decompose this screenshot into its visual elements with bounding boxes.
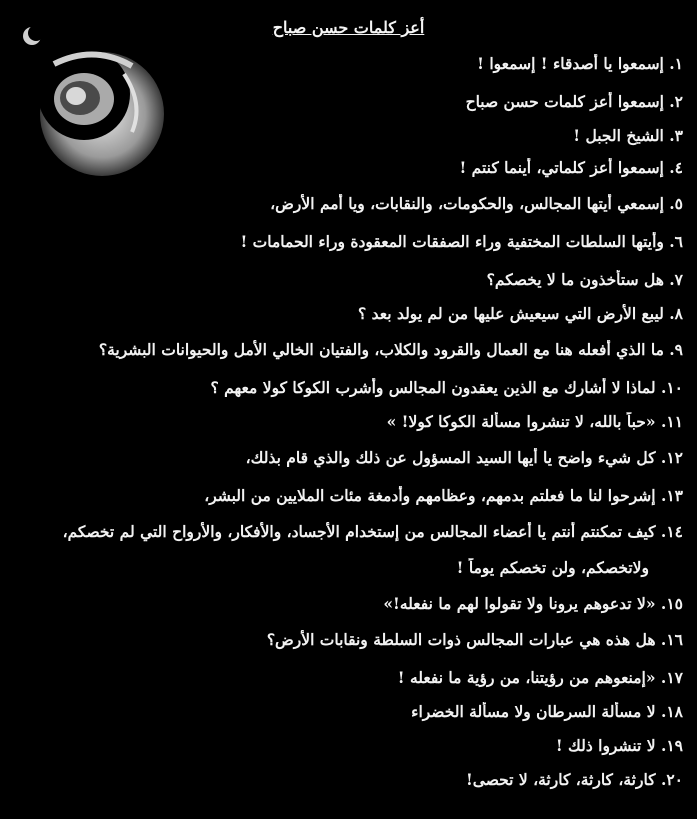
poem-line: ١. إسمعوا يا أصدقاء ! إسمعوا ! [477,54,683,73]
poem-line: ١٥. «لا تدعوهم يرونا ولا تقولوا لهم ما نفعله!» [383,594,683,613]
poem-line: ١١. «حباً بالله، لا تنشروا مسألة الكوكا كولا! » [386,412,683,431]
page-title: أعز كلمات حسن صباح [272,18,425,37]
poem-line: ١٩. لا تنشروا ذلك ! [555,736,683,755]
poem-line: ١٣. إشرحوا لنا ما فعلتم بدمهم، وعظامهم وأدمغة مئات الملايين من البشر، [204,486,683,505]
poem-line: ٢٠. كارثة، كارثة، كارثة، لا تحصى! [466,770,683,789]
poem-line: ١٤. كيف تمكنتم أنتم يا أعضاء المجالس من إستخدام الأجساد، والأفكار، والأرواح التي لم تخصكم، [62,522,683,541]
poem-line: ٤. إسمعوا أعز كلماتي، أينما كنتم ! [459,158,683,177]
poem-line: ٥. إسمعي أيتها المجالس، والحكومات، والنقابات، ويا أمم الأرض، [270,194,683,213]
poem-line: ١٦. هل هذه هي عبارات المجالس ذوات السلطة ونقابات الأرض؟ [266,630,683,649]
poem-line: ٦. وأيتها السلطات المختفية وراء الصفقات المعقودة وراء الحمامات ! [240,232,683,251]
poem-line: ولاتخصكم، ولن تخصكم يوماً ! [456,558,649,577]
poem-line: ٩. ما الذي أفعله هنا مع العمال والقرود والكلاب، والفتيان الخالي الأمل والحيوانات البشرية؟ [98,340,683,359]
poem-line: ١٧. «إمنعوهم من رؤيتنا، من رؤية ما نفعله ! [397,668,683,687]
poem-line: ٢. إسمعوا أعز كلمات حسن صباح [465,92,683,111]
poem-line: ٧. هل ستأخذون ما لا يخصكم؟ [486,270,683,289]
poem-line: ١٨. لا مسألة السرطان ولا مسألة الخضراء [411,702,683,721]
poem-line: ١٠. لماذا لا أشارك مع الذين يعقدون المجالس وأشرب الكوكا كولا معهم ؟ [210,378,683,397]
poem-line: ١٢. كل شيء واضح يا أيها السيد المسؤول عن ذلك والذي قام بذلك، [245,448,683,467]
poem-line: ٨. ليبع الأرض التي سيعيش عليها من لم يولد بعد ؟ [358,304,683,323]
poem-line: ٣. الشيخ الجبل ! [573,126,683,145]
